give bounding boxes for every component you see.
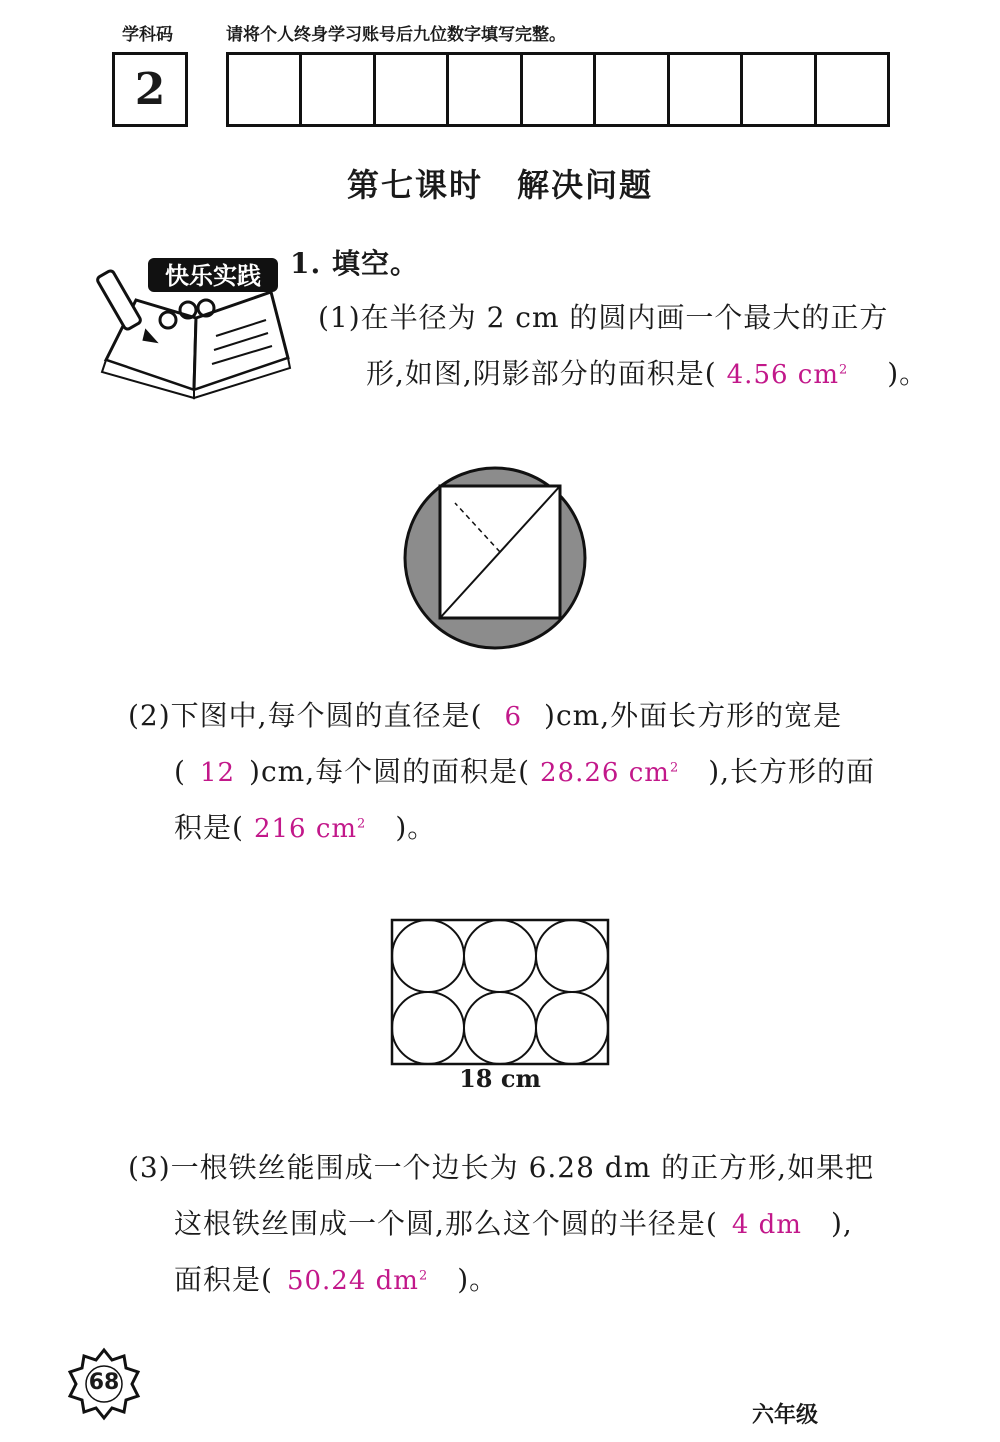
happy-practice-badge [96, 240, 292, 400]
account-digit-cell[interactable] [523, 55, 596, 124]
q1-1-line1: (1)在半径为 2 cm 的圆内画一个最大的正方 [318, 301, 889, 334]
circle [392, 920, 464, 992]
q1-2-answer-width: 12 [199, 758, 236, 788]
badge-text: 快乐实践 [165, 262, 261, 290]
q1-1-text: 形,如图,阴影部分的面积是( [366, 357, 717, 390]
account-digit-cell[interactable] [596, 55, 669, 124]
q1-2-line2: ( 12 )cm,每个圆的面积是( 28.26 $cm^2$ ),长方形的面 [174, 755, 876, 788]
circle [392, 992, 464, 1064]
q1-3-answer-area: 50.24 $dm^2$ [286, 1266, 429, 1296]
account-digit-cell[interactable] [376, 55, 449, 124]
q1-2-line1: (2)下图中,每个圆的直径是( 6 )cm,外面长方形的宽是 [128, 699, 843, 732]
q1-heading: 1. 填空。 [290, 247, 419, 280]
account-digit-cell[interactable] [302, 55, 375, 124]
account-digit-cell[interactable] [229, 55, 302, 124]
q1-2-answer-diameter: 6 [504, 702, 523, 732]
q1-2-answer-circle-area: 28.26 $cm^2$ [540, 758, 680, 788]
page-number: 68 [88, 1370, 120, 1395]
q1-1-answer: 4.56 $cm^2$ [726, 360, 849, 390]
book-pencil-icon [96, 240, 292, 400]
lesson-title: 第七课时 解决问题 [346, 166, 653, 204]
subject-code-value: 2 [134, 64, 166, 115]
circle [536, 920, 608, 992]
circle [464, 992, 536, 1064]
subject-code-label: 学科码 [122, 25, 173, 45]
figure-length-label: 18 cm [459, 1064, 541, 1093]
q1-2-line3: 积是( 216 $cm^2$ )。 [174, 811, 437, 844]
account-digit-cell[interactable] [743, 55, 816, 124]
account-instruction: 请将个人终身学习账号后九位数字填写完整。 [226, 25, 566, 45]
page-number-badge [66, 1346, 142, 1422]
account-digit-cell[interactable] [449, 55, 522, 124]
q1-1-text-end: )。 [858, 357, 929, 390]
q1-1-line2 [366, 352, 928, 392]
account-digit-cell[interactable] [817, 55, 887, 124]
q1-3-line3: 面积是( 50.24 $dm^2$ )。 [174, 1263, 499, 1296]
q1-2-answer-rect-area: 216 $cm^2$ [253, 814, 367, 844]
q1-3-answer-radius: 4 dm [731, 1210, 802, 1240]
circle [536, 992, 608, 1064]
circle [464, 920, 536, 992]
subject-code-box [112, 52, 188, 127]
circle-square-figure [395, 458, 595, 658]
account-number-grid [226, 52, 890, 127]
account-digit-cell[interactable] [670, 55, 743, 124]
grade-label: 六年级 [752, 1403, 819, 1428]
q1-3-line1: (3)一根铁丝能围成一个边长为 6.28 dm 的正方形,如果把 [128, 1151, 875, 1184]
rectangle-circles-figure [390, 918, 610, 1068]
q1-3-line2: 这根铁丝围成一个圆,那么这个圆的半径是( 4 dm ), [174, 1207, 853, 1240]
